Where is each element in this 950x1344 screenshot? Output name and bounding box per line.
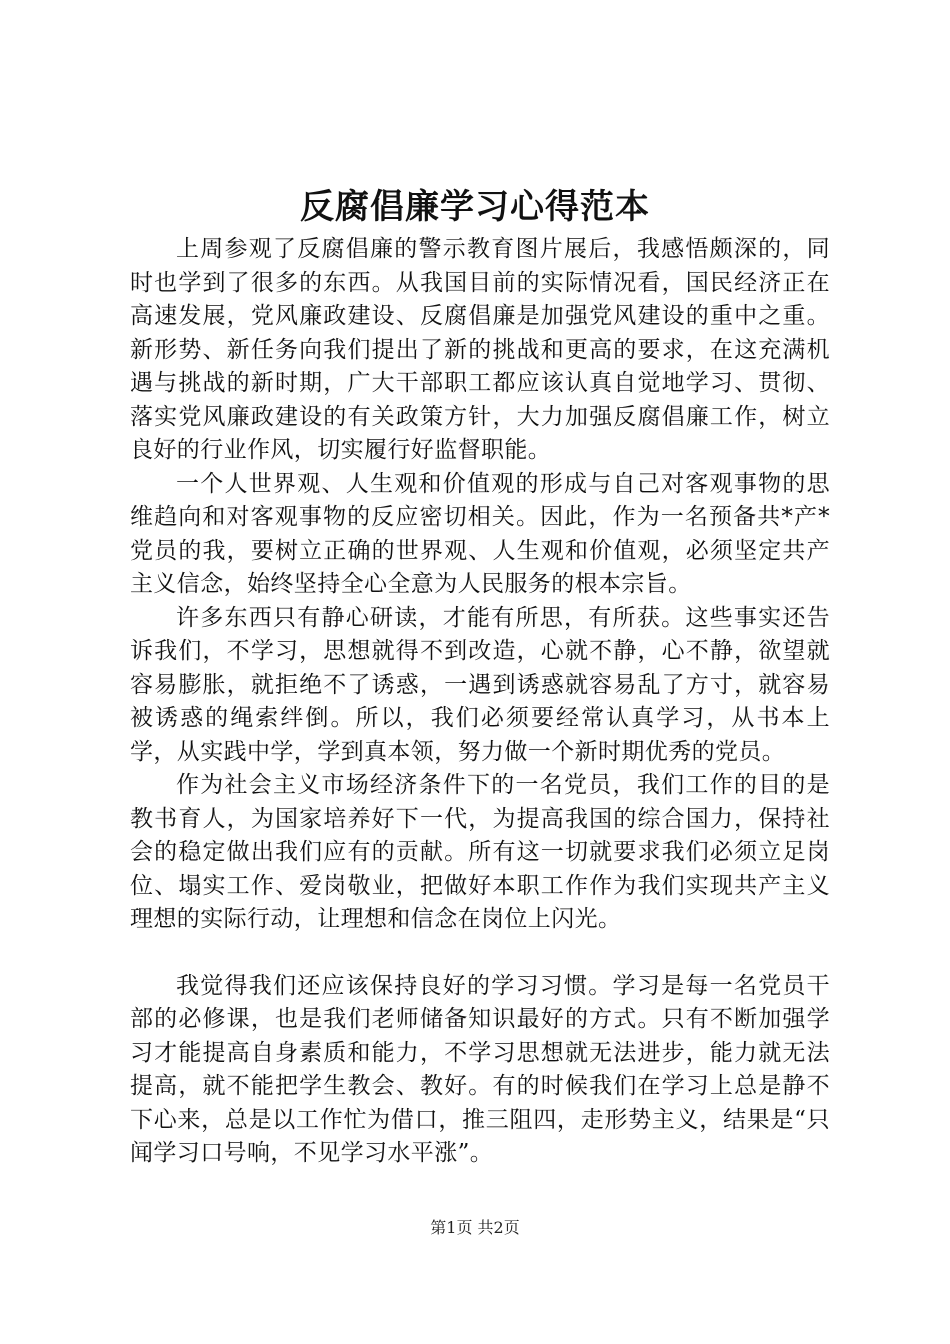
paragraph-5: 我觉得我们还应该保持良好的学习习惯。学习是每一名党员干部的必修课，也是我们老师储备知识最好的方式。只有不断加强学习才能提高自身素质和能力，不学习思想就无法进步，能力就无法提高，就不能把学生教会、教好。有的时候我们在学习上总是静不下心来，总是以工作忙为借口，推三阻四，走形势主义，结果是“只闻学习口号响，不见学习水平涨”。 bbox=[130, 972, 830, 1166]
paragraph-2: 一个人世界观、人生观和价值观的形成与自己对客观事物的思维趋向和对客观事物的反应密切相关。因此，作为一名预备共*产*党员的我，要树立正确的世界观、人生观和价值观，必须坚定共产主义信念，始终坚持全心全意为人民服务的根本宗旨。 bbox=[130, 470, 830, 597]
paragraph-1: 上周参观了反腐倡廉的警示教育图片展后，我感悟颇深的，同时也学到了很多的东西。从我国目前的实际情况看，国民经济正在高速发展，党风廉政建设、反腐倡廉是加强党风建设的重中之重。新形势、新任务向我们提出了新的挑战和更高的要求，在这充满机遇与挑战的新时期，广大干部职工都应该认真自觉地学习、贯彻、落实党风廉政建设的有关政策方针，大力加强反腐倡廉工作，树立良好的行业作风，切实履行好监督职能。 bbox=[130, 236, 830, 463]
document-title: 反腐倡廉学习心得范本 bbox=[300, 187, 650, 227]
paragraph-4: 作为社会主义市场经济条件下的一名党员，我们工作的目的是教书育人，为国家培养好下一代，为提高我国的综合国力，保持社会的稳定做出我们应有的贡献。所有这一切就要求我们必须立足岗位、塌实工作、爱岗敬业，把做好本职工作作为我们实现共产主义理想的实际行动，让理想和信念在岗位上闪光。 bbox=[130, 772, 830, 932]
document-body bbox=[130, 233, 830, 1171]
page-footer: 第1页 共2页 bbox=[430, 1218, 520, 1237]
paragraph-3: 许多东西只有静心研读，才能有所思，有所获。这些事实还告诉我们，不学习，思想就得不到改造，心就不静，心不静，欲望就容易膨胀，就拒绝不了诱惑，一遇到诱惑就容易乱了方寸，就容易被诱惑的绳索绊倒。所以，我们必须要经常认真学习，从书本上学，从实践中学，学到真本领，努力做一个新时期优秀的党员。 bbox=[130, 604, 830, 765]
